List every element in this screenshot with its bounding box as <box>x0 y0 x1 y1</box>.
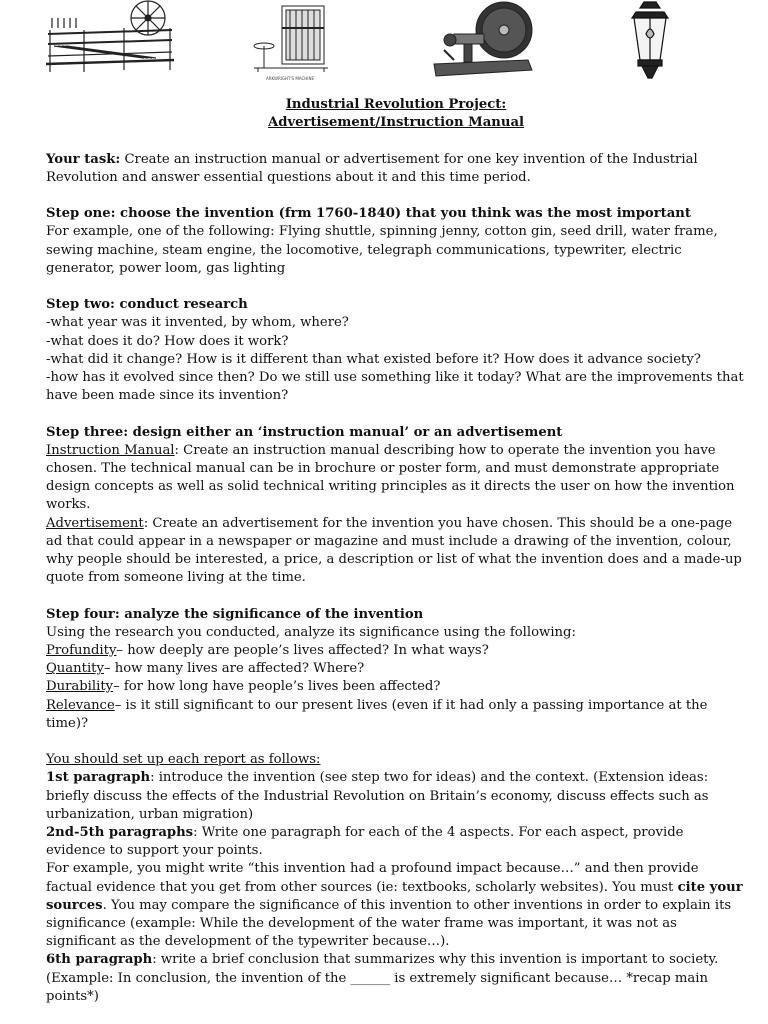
title-line-1: Industrial Revolution Project: <box>285 97 507 112</box>
criterion-relevance: Relevance– is it still significant to our present lives (even if it had only a passing importance at the time)? <box>46 697 708 731</box>
criterion-durability: Durability– for how long have people’s lives been affected? <box>46 679 441 695</box>
advertisement-paragraph: Advertisement: Create an advertisement for the invention you have chosen. This should be a one-page ad that could appear in a newspaper or magazine and must include a drawing of the invention, colour, why people should be interested, a price, a description or list of what the invention does and a made-up quote from someone living at the time. <box>46 515 742 586</box>
paragraph-1-instructions: 1st paragraph: introduce the invention (see step two for ideas) and the context. (Extension ideas: briefly discuss the effects of the Industrial Revolution on Britain’s economy, discuss effects such as urbanization, urban migration) <box>46 770 709 822</box>
spinning-jenny-illustration <box>44 0 178 74</box>
report-setup-heading: You should set up each report as follows: <box>46 752 321 768</box>
paragraph-2-5-instructions: 2nd-5th paragraphs: Write one paragraph for each of the 4 aspects. For each aspect, provide evidence to support your points. <box>46 825 684 859</box>
task-text: Create an instruction manual or advertisement for one key invention of the Industrial Revolution and answer essential questions about it and this time period. <box>46 151 698 185</box>
step-one-text: For example, one of the following: Flying shuttle, spinning jenny, cotton gin, seed drill, water frame, sewing machine, steam engine, the locomotive, telegraph communications, typewriter, electric generator, power loom, gas lighting <box>46 224 718 276</box>
conclusion-example: (Example: In conclusion, the invention of the ______ is extremely significant because… *recap main points*) <box>46 970 708 1004</box>
task-paragraph <box>46 151 746 187</box>
instruction-manual-label: Instruction Manual <box>46 442 175 458</box>
instruction-manual-paragraph: Instruction Manual: Create an instruction manual describing how to operate the invention you have chosen. The technical manual can be in brochure or poster form, and must demonstrate appropriate design concepts as well as solid technical writing principles as it directs the user on how the invention works. <box>46 442 735 513</box>
step-four-heading: Step four: analyze the significance of the invention <box>46 606 424 622</box>
page-title <box>46 96 746 132</box>
spinning-machine-illustration <box>248 0 332 82</box>
step-three-heading: Step three: design either an ‘instruction manual’ or an advertisement <box>46 424 563 440</box>
header-illustrations <box>0 0 768 84</box>
project-document <box>46 96 746 1006</box>
research-question: -what does it do? How does it work? <box>46 333 289 349</box>
telegraph-machine-illustration <box>428 0 536 80</box>
svg-text:ARKWRIGHT'S MACHINE: ARKWRIGHT'S MACHINE <box>266 76 314 81</box>
step-one-heading: Step one: choose the invention (frm 1760-1840) that you think was the most important <box>46 206 691 222</box>
research-question: -what year was it invented, by whom, where? <box>46 315 349 331</box>
research-question: -what did it change? How is it different than what existed before it? How does it advance society? <box>46 351 701 367</box>
criterion-profundity: Profundity– how deeply are people’s lives affected? In what ways? <box>46 643 489 659</box>
criterion-quantity: Quantity– how many lives are affected? Where? <box>46 661 365 677</box>
step-two-heading: Step two: conduct research <box>46 297 248 313</box>
paragraph-6-instructions: 6th paragraph: write a brief conclusion that summarizes why this invention is important to society. <box>46 952 719 968</box>
example-paragraph: For example, you might write “this invention had a profound impact because…” and then provide factual evidence that you get from other sources (ie: textbooks, scholarly websites). You must cite your sources. You may compare the significance of this invention to other inventions in order to explain its significance (example: While the development of the water frame was important, it was not as significant as the development of the typewriter because…). <box>46 861 743 950</box>
advertisement-label: Advertisement <box>46 515 144 531</box>
step-four-intro: Using the research you conducted, analyze its significance using the following: <box>46 624 576 640</box>
task-label: Your task: <box>46 151 121 167</box>
gas-lamp-illustration <box>626 0 674 82</box>
title-line-2: Advertisement/Instruction Manual <box>268 115 524 131</box>
research-question: -how has it evolved since then? Do we still use something like it today? What are the improvements that have been made since its invention? <box>46 370 744 404</box>
